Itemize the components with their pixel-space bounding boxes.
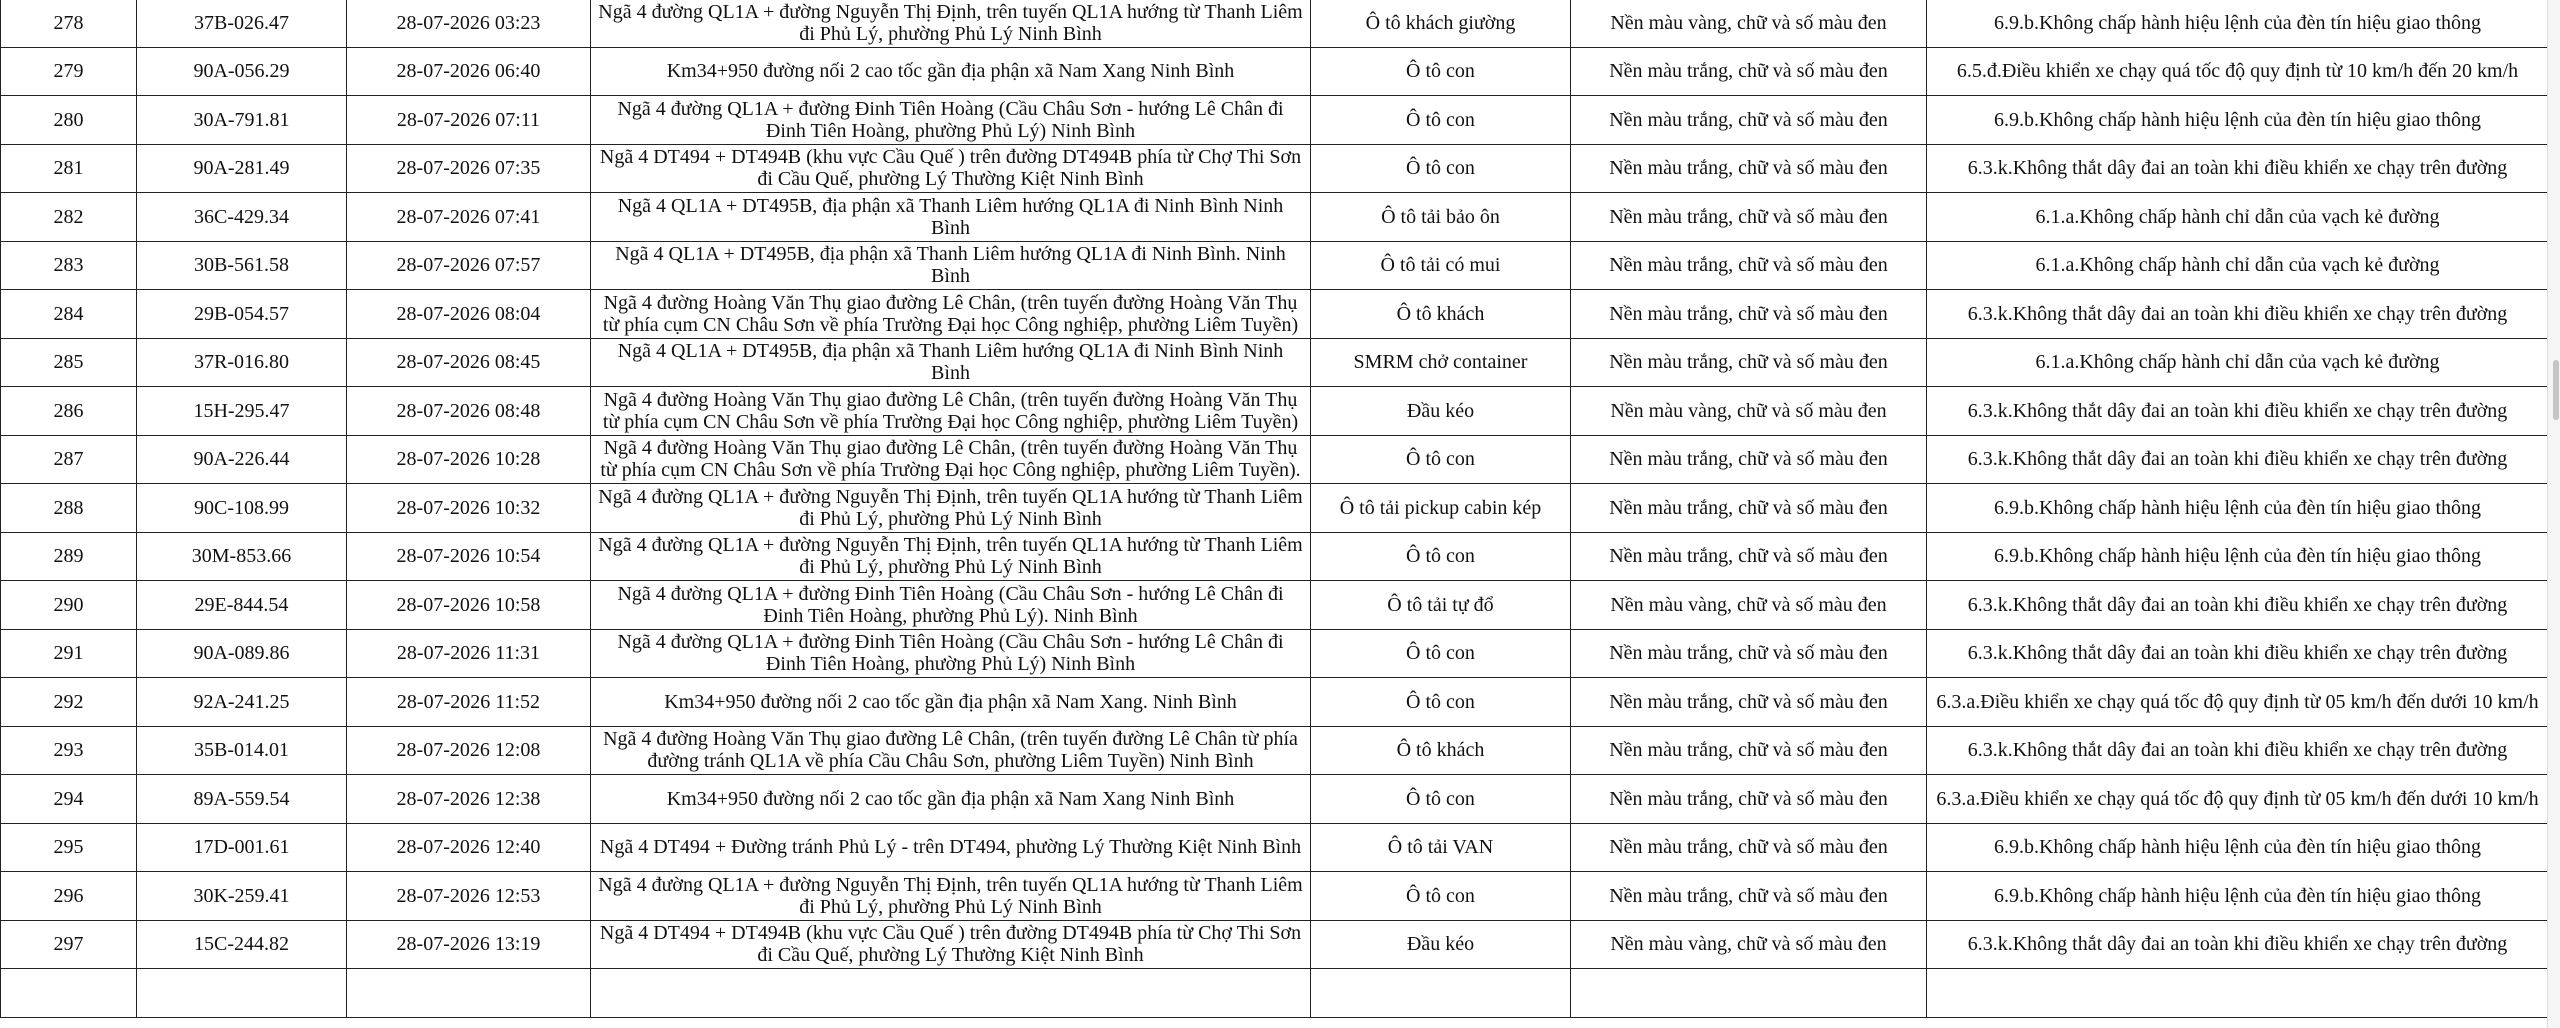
- cell-violation: 6.3.k.Không thắt dây đai an toàn khi điều khiển xe chạy trên đường: [1927, 435, 2549, 484]
- cell-plate: 92A-241.25: [137, 678, 347, 727]
- cell-plate-color: Nền màu trắng, chữ và số màu đen: [1571, 193, 1927, 242]
- cell-vehicle-type: Ô tô tải VAN: [1311, 823, 1571, 872]
- cell-vehicle-type: Đầu kéo: [1311, 387, 1571, 436]
- cell-plate: [137, 969, 347, 1018]
- cell-violation: 6.5.đ.Điều khiển xe chạy quá tốc độ quy định từ 10 km/h đến 20 km/h: [1927, 47, 2549, 96]
- cell-plate-color: Nền màu trắng, chữ và số màu đen: [1571, 629, 1927, 678]
- scrollbar-thumb[interactable]: [2553, 360, 2559, 420]
- cell-plate: 90A-226.44: [137, 435, 347, 484]
- table-row: [1, 338, 2549, 387]
- cell-plate-color: Nền màu trắng, chữ và số màu đen: [1571, 435, 1927, 484]
- vertical-scrollbar[interactable]: [2547, 0, 2560, 1028]
- cell-time: 28-07-2026 10:32: [347, 484, 591, 533]
- cell-violation: 6.3.a.Điều khiển xe chạy quá tốc độ quy định từ 05 km/h đến dưới 10 km/h: [1927, 775, 2549, 824]
- cell-plate-color: Nền màu trắng, chữ và số màu đen: [1571, 678, 1927, 727]
- cell-plate: 29B-054.57: [137, 290, 347, 339]
- cell-plate: 36C-429.34: [137, 193, 347, 242]
- table-row: [1, 241, 2549, 290]
- cell-vehicle-type: Ô tô con: [1311, 47, 1571, 96]
- cell-plate-color: Nền màu trắng, chữ và số màu đen: [1571, 338, 1927, 387]
- cell-location: Ngã 4 đường QL1A + đường Đinh Tiên Hoàng (Cầu Châu Sơn - hướng Lê Chân đi Đinh Tiên Hoàng, phường Phủ Lý) Ninh Bình: [591, 96, 1311, 145]
- cell-stt: 290: [1, 581, 137, 630]
- cell-violation: 6.1.a.Không chấp hành chỉ dẫn của vạch kẻ đường: [1927, 193, 2549, 242]
- cell-plate-color: Nền màu vàng, chữ và số màu đen: [1571, 0, 1927, 47]
- table-row: [1, 387, 2549, 436]
- cell-stt: 296: [1, 872, 137, 921]
- cell-location: Ngã 4 đường QL1A + đường Nguyễn Thị Định, trên tuyến QL1A hướng từ Thanh Liêm đi Phủ Lý, phường Phủ Lý Ninh Bình: [591, 484, 1311, 533]
- cell-plate: 90A-089.86: [137, 629, 347, 678]
- cell-vehicle-type: [1311, 969, 1571, 1018]
- cell-location: Ngã 4 đường Hoàng Văn Thụ giao đường Lê Chân, (trên tuyến đường Hoàng Văn Thụ từ phía cụm CN Châu Sơn về phía Trường Đại học Công nghiệp, phường Liêm Tuyền): [591, 387, 1311, 436]
- cell-plate: 30K-259.41: [137, 872, 347, 921]
- cell-time: 28-07-2026 07:35: [347, 144, 591, 193]
- table-row: [1, 678, 2549, 727]
- cell-vehicle-type: Ô tô con: [1311, 96, 1571, 145]
- cell-time: 28-07-2026 10:58: [347, 581, 591, 630]
- cell-plate-color: Nền màu trắng, chữ và số màu đen: [1571, 47, 1927, 96]
- cell-plate: 29E-844.54: [137, 581, 347, 630]
- cell-location: Ngã 4 DT494 + DT494B (khu vực Cầu Quế ) trên đường DT494B phía từ Chợ Thi Sơn đi Cầu Quế, phường Lý Thường Kiệt Ninh Bình: [591, 144, 1311, 193]
- cell-stt: 287: [1, 435, 137, 484]
- table-row: [1, 435, 2549, 484]
- cell-stt: 295: [1, 823, 137, 872]
- cell-violation: 6.3.k.Không thắt dây đai an toàn khi điều khiển xe chạy trên đường: [1927, 581, 2549, 630]
- cell-time: 28-07-2026 08:48: [347, 387, 591, 436]
- cell-plate: 37R-016.80: [137, 338, 347, 387]
- cell-time: 28-07-2026 08:45: [347, 338, 591, 387]
- cell-violation: 6.9.b.Không chấp hành hiệu lệnh của đèn tín hiệu giao thông: [1927, 0, 2549, 47]
- cell-location: Ngã 4 QL1A + DT495B, địa phận xã Thanh Liêm hướng QL1A đi Ninh Bình Ninh Bình: [591, 338, 1311, 387]
- cell-plate-color: Nền màu vàng, chữ và số màu đen: [1571, 920, 1927, 969]
- cell-violation: 6.3.k.Không thắt dây đai an toàn khi điều khiển xe chạy trên đường: [1927, 920, 2549, 969]
- cell-plate: 35B-014.01: [137, 726, 347, 775]
- cell-plate-color: Nền màu trắng, chữ và số màu đen: [1571, 726, 1927, 775]
- cell-plate-color: Nền màu trắng, chữ và số màu đen: [1571, 96, 1927, 145]
- cell-location: Ngã 4 đường QL1A + đường Đinh Tiên Hoàng (Cầu Châu Sơn - hướng Lê Chân đi Đinh Tiên Hoàng, phường Phủ Lý) Ninh Bình: [591, 629, 1311, 678]
- cell-plate: 89A-559.54: [137, 775, 347, 824]
- cell-violation: [1927, 969, 2549, 1018]
- cell-stt: 280: [1, 96, 137, 145]
- cell-location: Ngã 4 DT494 + DT494B (khu vực Cầu Quế ) trên đường DT494B phía từ Chợ Thi Sơn đi Cầu Quế, phường Lý Thường Kiệt Ninh Bình: [591, 920, 1311, 969]
- cell-time: 28-07-2026 10:54: [347, 532, 591, 581]
- cell-stt: 297: [1, 920, 137, 969]
- cell-plate-color: Nền màu trắng, chữ và số màu đen: [1571, 775, 1927, 824]
- cell-vehicle-type: Ô tô tải bảo ôn: [1311, 193, 1571, 242]
- cell-violation: 6.3.k.Không thắt dây đai an toàn khi điều khiển xe chạy trên đường: [1927, 290, 2549, 339]
- cell-vehicle-type: Ô tô khách giường: [1311, 0, 1571, 47]
- cell-location: Ngã 4 đường QL1A + đường Nguyễn Thị Định, trên tuyến QL1A hướng từ Thanh Liêm đi Phủ Lý, phường Phủ Lý Ninh Bình: [591, 872, 1311, 921]
- cell-violation: 6.3.a.Điều khiển xe chạy quá tốc độ quy định từ 05 km/h đến dưới 10 km/h: [1927, 678, 2549, 727]
- cell-violation: 6.9.b.Không chấp hành hiệu lệnh của đèn tín hiệu giao thông: [1927, 532, 2549, 581]
- cell-vehicle-type: Ô tô con: [1311, 678, 1571, 727]
- cell-stt: 282: [1, 193, 137, 242]
- cell-vehicle-type: SMRM chở container: [1311, 338, 1571, 387]
- cell-violation: 6.9.b.Không chấp hành hiệu lệnh của đèn tín hiệu giao thông: [1927, 96, 2549, 145]
- table-row: [1, 484, 2549, 533]
- cell-time: 28-07-2026 11:52: [347, 678, 591, 727]
- table-row: [1, 920, 2549, 969]
- cell-stt: 283: [1, 241, 137, 290]
- cell-plate-color: Nền màu trắng, chữ và số màu đen: [1571, 823, 1927, 872]
- cell-vehicle-type: Ô tô tải pickup cabin kép: [1311, 484, 1571, 533]
- cell-stt: 281: [1, 144, 137, 193]
- cell-plate-color: [1571, 969, 1927, 1018]
- cell-plate: 30B-561.58: [137, 241, 347, 290]
- cell-vehicle-type: Ô tô con: [1311, 629, 1571, 678]
- cell-vehicle-type: Ô tô tải tự đổ: [1311, 581, 1571, 630]
- cell-time: 28-07-2026 12:38: [347, 775, 591, 824]
- cell-location: Ngã 4 đường Hoàng Văn Thụ giao đường Lê Chân, (trên tuyến đường Lê Chân từ phía đường tránh QL1A về phía Cầu Châu Sơn, phường Liêm Tuyền) Ninh Bình: [591, 726, 1311, 775]
- cell-time: 28-07-2026 11:31: [347, 629, 591, 678]
- cell-plate: 17D-001.61: [137, 823, 347, 872]
- cell-vehicle-type: Ô tô con: [1311, 144, 1571, 193]
- cell-stt: 278: [1, 0, 137, 47]
- cell-time: [347, 969, 591, 1018]
- cell-violation: 6.9.b.Không chấp hành hiệu lệnh của đèn tín hiệu giao thông: [1927, 872, 2549, 921]
- cell-vehicle-type: Ô tô khách: [1311, 726, 1571, 775]
- cell-location: Km34+950 đường nối 2 cao tốc gần địa phận xã Nam Xang. Ninh Bình: [591, 678, 1311, 727]
- table-row: [1, 0, 2549, 47]
- cell-plate-color: Nền màu vàng, chữ và số màu đen: [1571, 387, 1927, 436]
- cell-stt: 291: [1, 629, 137, 678]
- cell-violation: 6.3.k.Không thắt dây đai an toàn khi điều khiển xe chạy trên đường: [1927, 726, 2549, 775]
- cell-vehicle-type: Ô tô con: [1311, 435, 1571, 484]
- cell-violation: 6.3.k.Không thắt dây đai an toàn khi điều khiển xe chạy trên đường: [1927, 144, 2549, 193]
- table-row: [1, 532, 2549, 581]
- cell-time: 28-07-2026 07:57: [347, 241, 591, 290]
- cell-stt: [1, 969, 137, 1018]
- cell-location: Ngã 4 QL1A + DT495B, địa phận xã Thanh Liêm hướng QL1A đi Ninh Bình. Ninh Bình: [591, 241, 1311, 290]
- cell-stt: 279: [1, 47, 137, 96]
- table-row: [1, 144, 2549, 193]
- cell-plate: 90C-108.99: [137, 484, 347, 533]
- cell-plate: 90A-281.49: [137, 144, 347, 193]
- cell-time: 28-07-2026 12:53: [347, 872, 591, 921]
- cell-vehicle-type: Ô tô khách: [1311, 290, 1571, 339]
- cell-plate-color: Nền màu trắng, chữ và số màu đen: [1571, 144, 1927, 193]
- cell-plate: 30A-791.81: [137, 96, 347, 145]
- table-row: [1, 193, 2549, 242]
- cell-stt: 289: [1, 532, 137, 581]
- cell-time: 28-07-2026 12:08: [347, 726, 591, 775]
- cell-location: Ngã 4 đường QL1A + đường Nguyễn Thị Định, trên tuyến QL1A hướng từ Thanh Liêm đi Phủ Lý, phường Phủ Lý Ninh Bình: [591, 532, 1311, 581]
- cell-plate-color: Nền màu trắng, chữ và số màu đen: [1571, 290, 1927, 339]
- cell-violation: 6.3.k.Không thắt dây đai an toàn khi điều khiển xe chạy trên đường: [1927, 629, 2549, 678]
- cell-time: 28-07-2026 08:04: [347, 290, 591, 339]
- cell-location: Ngã 4 đường Hoàng Văn Thụ giao đường Lê Chân, (trên tuyến đường Hoàng Văn Thụ từ phía cụm CN Châu Sơn về phía Trường Đại học Công nghiệp, phường Liêm Tuyền): [591, 290, 1311, 339]
- table-row: [1, 581, 2549, 630]
- cell-location: Ngã 4 DT494 + Đường tránh Phủ Lý - trên DT494, phường Lý Thường Kiệt Ninh Bình: [591, 823, 1311, 872]
- cell-location: Ngã 4 đường QL1A + đường Đinh Tiên Hoàng (Cầu Châu Sơn - hướng Lê Chân đi Đinh Tiên Hoàng, phường Phủ Lý). Ninh Bình: [591, 581, 1311, 630]
- cell-plate-color: Nền màu vàng, chữ và số màu đen: [1571, 581, 1927, 630]
- cell-vehicle-type: Đầu kéo: [1311, 920, 1571, 969]
- cell-location: Ngã 4 đường Hoàng Văn Thụ giao đường Lê Chân, (trên tuyến đường Hoàng Văn Thụ từ phía cụm CN Châu Sơn về phía Trường Đại học Công nghiệp, phường Liêm Tuyền).: [591, 435, 1311, 484]
- cell-time: 28-07-2026 10:28: [347, 435, 591, 484]
- cell-time: 28-07-2026 13:19: [347, 920, 591, 969]
- cell-plate: 90A-056.29: [137, 47, 347, 96]
- cell-plate: 15C-244.82: [137, 920, 347, 969]
- table-row: [1, 47, 2549, 96]
- cell-violation: 6.1.a.Không chấp hành chỉ dẫn của vạch kẻ đường: [1927, 338, 2549, 387]
- cell-time: 28-07-2026 06:40: [347, 47, 591, 96]
- cell-time: 28-07-2026 03:23: [347, 0, 591, 47]
- cell-location: Km34+950 đường nối 2 cao tốc gần địa phận xã Nam Xang Ninh Bình: [591, 775, 1311, 824]
- cell-stt: 293: [1, 726, 137, 775]
- cell-plate-color: Nền màu trắng, chữ và số màu đen: [1571, 484, 1927, 533]
- cell-time: 28-07-2026 07:41: [347, 193, 591, 242]
- table-row: [1, 726, 2549, 775]
- cell-vehicle-type: Ô tô con: [1311, 532, 1571, 581]
- cell-plate-color: Nền màu trắng, chữ và số màu đen: [1571, 241, 1927, 290]
- table-row: [1, 872, 2549, 921]
- cell-violation: 6.3.k.Không thắt dây đai an toàn khi điều khiển xe chạy trên đường: [1927, 387, 2549, 436]
- cell-plate-color: Nền màu trắng, chữ và số màu đen: [1571, 872, 1927, 921]
- cell-plate: 37B-026.47: [137, 0, 347, 47]
- cell-vehicle-type: Ô tô con: [1311, 775, 1571, 824]
- cell-time: 28-07-2026 12:40: [347, 823, 591, 872]
- cell-stt: 292: [1, 678, 137, 727]
- cell-stt: 284: [1, 290, 137, 339]
- cell-violation: 6.9.b.Không chấp hành hiệu lệnh của đèn tín hiệu giao thông: [1927, 823, 2549, 872]
- table-body: [1, 0, 2549, 1017]
- table-row: [1, 775, 2549, 824]
- cell-stt: 285: [1, 338, 137, 387]
- cell-location: Km34+950 đường nối 2 cao tốc gần địa phận xã Nam Xang Ninh Bình: [591, 47, 1311, 96]
- cell-stt: 294: [1, 775, 137, 824]
- cell-vehicle-type: Ô tô con: [1311, 872, 1571, 921]
- cell-plate: 30M-853.66: [137, 532, 347, 581]
- table-row: [1, 629, 2549, 678]
- cell-location: [591, 969, 1311, 1018]
- cell-violation: 6.9.b.Không chấp hành hiệu lệnh của đèn tín hiệu giao thông: [1927, 484, 2549, 533]
- table-row: [1, 290, 2549, 339]
- table-row: [1, 96, 2549, 145]
- cell-location: Ngã 4 QL1A + DT495B, địa phận xã Thanh Liêm hướng QL1A đi Ninh Bình Ninh Bình: [591, 193, 1311, 242]
- table-row: [1, 823, 2549, 872]
- cell-stt: 288: [1, 484, 137, 533]
- cell-plate: 15H-295.47: [137, 387, 347, 436]
- cell-location: Ngã 4 đường QL1A + đường Nguyễn Thị Định, trên tuyến QL1A hướng từ Thanh Liêm đi Phủ Lý, phường Phủ Lý Ninh Bình: [591, 0, 1311, 47]
- cell-vehicle-type: Ô tô tải có mui: [1311, 241, 1571, 290]
- cell-violation: 6.1.a.Không chấp hành chỉ dẫn của vạch kẻ đường: [1927, 241, 2549, 290]
- cell-time: 28-07-2026 07:11: [347, 96, 591, 145]
- cell-plate-color: Nền màu trắng, chữ và số màu đen: [1571, 532, 1927, 581]
- cell-stt: 286: [1, 387, 137, 436]
- table-row: [1, 969, 2549, 1018]
